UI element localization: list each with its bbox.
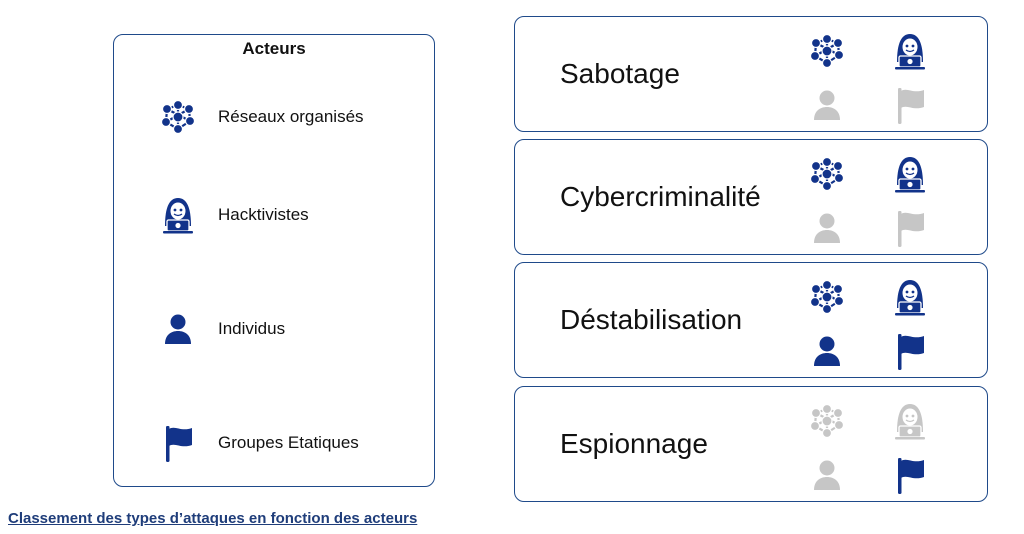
attack-card-cybercriminalite <box>514 139 988 255</box>
flag-icon <box>158 423 198 463</box>
legend-item-reseaux <box>158 95 364 139</box>
flag-icon <box>890 455 930 495</box>
hooded-hacker-icon <box>158 195 198 235</box>
flag-icon <box>890 331 930 371</box>
legend-title: Acteurs <box>242 39 306 58</box>
network-icon <box>807 401 847 441</box>
attack-title: Sabotage <box>560 58 680 89</box>
actors-legend <box>113 34 435 487</box>
person-icon <box>807 455 847 495</box>
network-icon <box>807 31 847 71</box>
person-icon <box>807 208 847 248</box>
attack-card-sabotage <box>514 16 988 132</box>
attack-title: Cybercriminalité <box>560 181 761 212</box>
legend-label-hacktivistes: Hacktivistes <box>218 205 309 224</box>
attack-title: Espionnage <box>560 428 708 459</box>
person-icon <box>807 331 847 371</box>
flag-icon <box>890 85 930 125</box>
network-icon <box>807 277 847 317</box>
network-icon <box>158 97 198 137</box>
legend-item-individus <box>158 307 285 351</box>
person-icon <box>158 309 198 349</box>
hooded-hacker-icon <box>890 277 930 317</box>
hooded-hacker-icon <box>890 154 930 194</box>
legend-label-reseaux: Réseaux organisés <box>218 107 364 126</box>
hooded-hacker-icon <box>890 401 930 441</box>
network-icon <box>807 154 847 194</box>
legend-item-hacktivistes <box>158 193 309 237</box>
attack-card-destabilisation <box>514 262 988 378</box>
flag-icon <box>890 208 930 248</box>
person-icon <box>807 85 847 125</box>
attack-title: Déstabilisation <box>560 304 743 335</box>
legend-label-individus: Individus <box>218 319 286 338</box>
figure-caption: Classement des types d’attaques en fonction des acteurs <box>8 510 418 527</box>
attack-card-espionnage <box>514 386 988 502</box>
hooded-hacker-icon <box>890 31 930 71</box>
legend-item-etatiques <box>158 421 359 465</box>
legend-label-etatiques: Groupes Etatiques <box>218 433 359 452</box>
